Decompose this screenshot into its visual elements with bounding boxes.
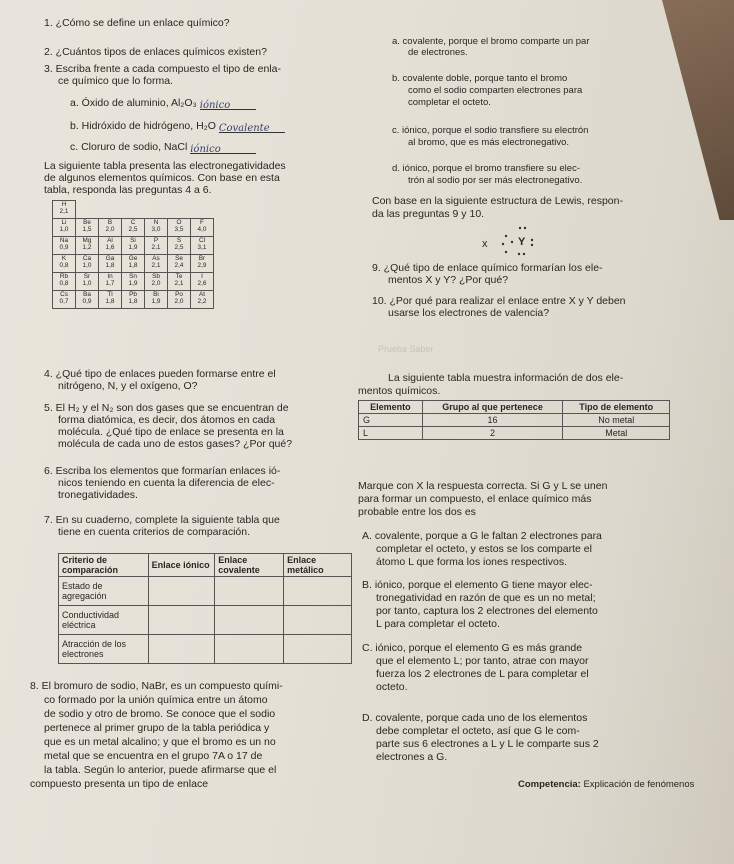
question-5-line1: 5. El H₂ y el N₂ son dos gases que se encuentran de: [44, 402, 289, 414]
element-symbol: Sb: [152, 273, 160, 280]
comparison-empty-cell[interactable]: [215, 606, 284, 635]
element-cell: [122, 273, 145, 291]
element-symbol: Bi: [153, 291, 159, 298]
element-value: 2,1: [151, 262, 161, 269]
question-6-line3: tronegatividades.: [58, 489, 138, 501]
element-value: 0,8: [59, 262, 69, 269]
periodic-row: [53, 273, 214, 291]
element-cell: [168, 237, 191, 255]
element-cell: [168, 201, 191, 219]
answer-B-line2: tronegatividad en razón de que es un no metal;: [376, 592, 596, 604]
comparison-empty-cell[interactable]: [215, 577, 284, 606]
question-8-line5: que es un metal alcalino; y que el bromo es un no: [44, 736, 276, 748]
element-cell: [122, 219, 145, 237]
element-info-header: Tipo de elemento: [563, 401, 670, 414]
element-value: 2,0: [105, 226, 115, 233]
question-1: 1. ¿Cómo se define un enlace químico?: [44, 17, 230, 29]
element-symbol: Cs: [60, 291, 68, 298]
element-symbol: S: [176, 237, 182, 244]
element-cell: [168, 219, 191, 237]
element-cell: [76, 291, 99, 309]
element-cell: [168, 273, 191, 291]
answer-B-line3: por tanto, captura los 2 electrones del elemento: [376, 605, 598, 617]
element-cell: [191, 291, 214, 309]
element-value: 1,9: [128, 280, 138, 287]
element-value: 1,8: [128, 262, 138, 269]
element-symbol: Se: [175, 255, 183, 262]
element-cell: [99, 255, 122, 273]
element-symbol: Ga: [105, 255, 115, 262]
element-cell: [99, 291, 122, 309]
element-value: 1,9: [151, 298, 161, 305]
q3a-answer: iónico: [199, 100, 231, 111]
element-value: 1,8: [128, 298, 138, 305]
answer-B-line4: L para completar el octeto.: [376, 618, 500, 630]
element-info-header: Grupo al que pertenece: [422, 401, 563, 414]
question-4-line2: nitrógeno, N, y el oxígeno, O?: [58, 380, 198, 392]
competencia: [518, 778, 694, 791]
element-cell: [145, 219, 168, 237]
question-2: 2. ¿Cuántos tipos de enlaces químicos existen?: [44, 46, 267, 58]
element-info-cell: Metal: [563, 427, 670, 440]
answer-C-line3: fuerza los 2 electrones de L para completar el: [376, 668, 589, 680]
element-symbol: Sr: [83, 273, 91, 280]
q3b-answer-line[interactable]: [219, 122, 285, 133]
comparison-table: [58, 553, 352, 664]
element-cell: [76, 237, 99, 255]
answer-D-line2: debe completar el octeto, así que G le com-: [376, 725, 580, 737]
element-info-row: [359, 414, 670, 427]
element-info-cell: L: [359, 427, 423, 440]
element-info-header: Elemento: [359, 401, 423, 414]
element-value: 3,5: [174, 226, 184, 233]
element-value: 1,0: [59, 226, 69, 233]
element-symbol: C: [130, 219, 136, 226]
comparison-header: Enlace covalente: [215, 554, 284, 577]
q3a-answer-line[interactable]: [200, 99, 256, 110]
q3a-label: a. Óxido de aluminio, Al₂O₃: [70, 97, 197, 109]
element-cell: [99, 201, 122, 219]
comparison-empty-cell[interactable]: [148, 635, 215, 664]
comparison-row: [59, 577, 352, 606]
answer-A-line1[interactable]: A. covalente, porque a G le faltan 2 electrones para: [362, 530, 602, 542]
element-value: 2,1: [174, 280, 184, 287]
lewis-x: x: [482, 238, 488, 250]
comparison-empty-cell[interactable]: [148, 577, 215, 606]
comparison-empty-cell[interactable]: [215, 635, 284, 664]
lewis-structure: [470, 222, 570, 256]
element-symbol: Te: [175, 273, 183, 280]
periodic-row: [53, 291, 214, 309]
element-info-header-row: [359, 401, 670, 414]
electronegativity-table: [52, 200, 214, 309]
element-symbol: As: [152, 255, 160, 262]
element-value: 2,2: [197, 298, 207, 305]
desk-background: [614, 0, 734, 220]
question-8-line4: pertenece al primer grupo de la tabla periódica y: [44, 722, 270, 734]
element-cell: [99, 237, 122, 255]
element-symbol: Br: [198, 255, 206, 262]
comparison-header-row: [59, 554, 352, 577]
question-8-line3: de sodio y otro de bromo. Se conoce que el sodio: [44, 708, 276, 720]
element-value: 0,9: [82, 298, 92, 305]
comparison-criterion: Atracción de los electrones: [59, 635, 149, 664]
element-value: 2,9: [197, 262, 207, 269]
element-value: 1,8: [105, 298, 115, 305]
competencia-label: Competencia:: [518, 779, 581, 790]
question-8-line6: metal que se encuentra en el grupo 7A o 17 de: [44, 750, 263, 762]
element-symbol: Ca: [82, 255, 92, 262]
lewis-intro-line1: Con base en la siguiente estructura de Lewis, respon-: [372, 195, 623, 207]
comparison-row: [59, 606, 352, 635]
answer-A-line3: átomo L que forma los iones respectivos.: [376, 556, 568, 568]
element-symbol: O: [176, 219, 182, 226]
element-cell: [145, 291, 168, 309]
element-info-row: [359, 427, 670, 440]
comparison-header: Enlace iónico: [148, 554, 215, 577]
mark-line1: Marque con X la respuesta correcta. Si G y L se unen: [358, 480, 608, 492]
element-symbol: Na: [59, 237, 69, 244]
element-value: 4,0: [197, 226, 207, 233]
element-value: 1,7: [105, 280, 115, 287]
question-9-line1: 9. ¿Qué tipo de enlace químico formarían los ele-: [372, 262, 603, 274]
question-6-line2: nicos teniendo en cuenta la diferencia de elec-: [58, 477, 275, 489]
option-a-line2: de electrones.: [408, 47, 468, 58]
element-cell: [99, 273, 122, 291]
element-value: 2,4: [174, 262, 184, 269]
element-cell: [99, 219, 122, 237]
table-intro-line2: mentos químicos.: [358, 385, 441, 397]
element-value: 0,9: [59, 244, 69, 251]
element-symbol: I: [201, 273, 203, 280]
element-symbol: Li: [61, 219, 67, 226]
option-c-line2: al bromo, que es más electronegativo.: [408, 137, 570, 148]
element-cell: [53, 201, 76, 219]
answer-D-line4: electrones a G.: [376, 751, 448, 763]
q3b: [70, 120, 285, 133]
q3c: [70, 141, 256, 154]
element-symbol: P: [153, 237, 159, 244]
comparison-row: [59, 635, 352, 664]
element-symbol: Po: [175, 291, 183, 298]
element-value: 1,8: [105, 262, 115, 269]
periodic-row: [53, 201, 214, 219]
faded-section-label: Prueba Saber: [378, 344, 434, 354]
periodic-row: [53, 219, 214, 237]
question-9-line2: mentos X y Y? ¿Por qué?: [388, 274, 509, 286]
lewis-intro-line2: da las preguntas 9 y 10.: [372, 208, 485, 220]
element-value: 3,0: [151, 226, 161, 233]
element-value: 1,5: [82, 226, 92, 233]
intro-line3: tabla, responda las preguntas 4 a 6.: [44, 184, 212, 196]
element-info-cell: No metal: [563, 414, 670, 427]
element-symbol: Rb: [59, 273, 69, 280]
element-value: 2,6: [197, 280, 207, 287]
element-value: 1,0: [82, 280, 92, 287]
element-symbol: In: [107, 273, 113, 280]
question-8-line1: 8. El bromuro de sodio, NaBr, es un compuesto quími-: [30, 680, 283, 692]
answer-B-line1[interactable]: B. iónico, porque el elemento G tiene mayor elec-: [362, 579, 593, 591]
element-symbol: F: [200, 219, 204, 226]
q3c-label: c. Cloruro de sodio, NaCl: [70, 141, 188, 153]
element-cell: [53, 273, 76, 291]
element-value: 1,9: [128, 244, 138, 251]
q3b-answer: Covalente: [218, 123, 270, 134]
comparison-empty-cell[interactable]: [284, 635, 352, 664]
question-3-line1: 3. Escriba frente a cada compuesto el tipo de enla-: [44, 63, 281, 75]
question-5-line4: molécula de cada uno de estos gases? ¿Por qué?: [58, 438, 293, 450]
element-symbol: Ba: [83, 291, 91, 298]
element-info-table: [358, 400, 670, 440]
element-info-cell: G: [359, 414, 423, 427]
element-value: 1,0: [82, 262, 92, 269]
option-b-line1[interactable]: b. covalente doble, porque tanto el bromo: [392, 73, 568, 84]
competencia-text: Explicación de fenómenos: [583, 779, 695, 790]
element-symbol: Si: [130, 237, 136, 244]
element-cell: [76, 219, 99, 237]
element-cell: [145, 255, 168, 273]
comparison-criterion: Estado de agregación: [59, 577, 149, 606]
answer-C-line4: octeto.: [376, 681, 408, 693]
q3c-answer: iónico: [190, 144, 221, 155]
mark-line2: para formar un compuesto, el enlace químico más: [358, 493, 592, 505]
element-value: 2,5: [128, 226, 138, 233]
option-d-line1[interactable]: d. iónico, porque el bromo transfiere su elec-: [392, 163, 580, 174]
element-value: 2,5: [174, 244, 184, 251]
element-value: 2,0: [174, 298, 184, 305]
element-value: 3,1: [197, 244, 207, 251]
element-symbol: K: [61, 255, 67, 262]
comparison-empty-cell[interactable]: [284, 577, 352, 606]
table-intro-line1: La siguiente tabla muestra información de dos ele-: [388, 372, 624, 384]
element-info-cell: 16: [422, 414, 563, 427]
element-cell: [76, 255, 99, 273]
answer-A-line2: completar el octeto, y estos se los comparte el: [376, 543, 592, 555]
question-7-line1: 7. En su cuaderno, complete la siguiente tabla que: [44, 514, 280, 526]
element-symbol: B: [107, 219, 113, 226]
element-cell: [145, 201, 168, 219]
element-symbol: At: [198, 291, 206, 298]
question-10-line1: 10. ¿Por qué para realizar el enlace entre X y Y deben: [372, 295, 626, 307]
element-value: 2,0: [151, 280, 161, 287]
element-cell: [191, 255, 214, 273]
element-cell: [145, 237, 168, 255]
answer-C-line1[interactable]: C. iónico, porque el elemento G es más grande: [362, 642, 583, 654]
lewis-dots: [470, 222, 570, 256]
question-8-line2: co formado por la unión química entre un átomo: [44, 694, 268, 706]
option-b-line2: como el sodio comparten electrones para: [408, 85, 583, 96]
comparison-empty-cell[interactable]: [148, 606, 215, 635]
question-5-line3: molécula. ¿Qué tipo de enlace se presenta en la: [58, 426, 284, 438]
element-symbol: Al: [107, 237, 113, 244]
element-value: 0,7: [59, 298, 69, 305]
element-symbol: Sn: [129, 273, 137, 280]
element-symbol: Tl: [107, 291, 113, 298]
element-cell: [191, 219, 214, 237]
periodic-row: [53, 255, 214, 273]
element-value: 2,1: [151, 244, 161, 251]
intro-line1: La siguiente tabla presenta las electronegatividades: [44, 160, 286, 172]
answer-D-line3: parte sus 6 electrones a L y L le comparte sus 2: [376, 738, 599, 750]
answer-C-line2: que el elemento L; por tanto, atrae con mayor: [376, 655, 589, 667]
option-c-line1[interactable]: c. iónico, porque el sodio transfiere su electrón: [392, 125, 589, 136]
element-cell: [145, 273, 168, 291]
element-value: 0,8: [59, 280, 69, 287]
question-5-line2: forma diatómica, es decir, dos átomos en cada: [58, 414, 276, 426]
option-a-line1[interactable]: a. covalente, porque el bromo comparte un par: [392, 36, 590, 47]
element-cell: [122, 291, 145, 309]
element-symbol: Ge: [128, 255, 138, 262]
element-cell: [76, 201, 99, 219]
element-value: 2,1: [59, 208, 69, 215]
element-cell: [122, 237, 145, 255]
question-7-line2: tiene en cuenta criterios de comparación.: [58, 526, 251, 538]
element-cell: [122, 201, 145, 219]
element-cell: [76, 273, 99, 291]
question-8-line8: compuesto presenta un tipo de enlace: [30, 778, 209, 790]
element-cell: [53, 219, 76, 237]
mark-line3: probable entre los dos es: [358, 506, 476, 518]
element-info-cell: 2: [422, 427, 563, 440]
question-6-line1: 6. Escriba los elementos que formarían enlaces ió-: [44, 465, 281, 477]
q3b-label: b. Hidróxido de hidrógeno, H₂O: [70, 120, 216, 132]
question-8-line7: la tabla. Según lo anterior, puede afirmarse que el: [44, 764, 277, 776]
q3c-answer-line[interactable]: [190, 143, 256, 154]
element-value: 1,2: [82, 244, 92, 251]
comparison-criterion: Conductividad eléctrica: [59, 606, 149, 635]
element-symbol: Pb: [129, 291, 137, 298]
option-d-line2: trón al sodio por ser más electronegativo.: [408, 175, 583, 186]
element-cell: [168, 255, 191, 273]
element-cell: [191, 237, 214, 255]
question-4-line1: 4. ¿Qué tipo de enlaces pueden formarse entre el: [44, 368, 276, 380]
q3a: [70, 97, 256, 110]
element-cell: [53, 237, 76, 255]
element-symbol: Cl: [198, 237, 206, 244]
question-3-line2: ce químico que lo forma.: [58, 75, 173, 87]
comparison-header: Criterio de comparación: [59, 554, 149, 577]
lewis-y: Y: [518, 236, 526, 248]
element-symbol: Mg: [82, 237, 92, 244]
element-symbol: H: [61, 201, 67, 208]
intro-line2: de algunos elementos químicos. Con base en esta: [44, 172, 280, 184]
element-cell: [122, 255, 145, 273]
question-10-line2: usarse los electrones de valencia?: [388, 307, 550, 319]
element-cell: [191, 273, 214, 291]
element-value: 1,6: [105, 244, 115, 251]
element-cell: [168, 291, 191, 309]
element-cell: [191, 201, 214, 219]
comparison-header: Enlace metálico: [284, 554, 352, 577]
comparison-empty-cell[interactable]: [284, 606, 352, 635]
element-symbol: Be: [83, 219, 91, 226]
answer-D-line1[interactable]: D. covalente, porque cada uno de los elementos: [362, 712, 588, 724]
element-cell: [53, 291, 76, 309]
element-cell: [53, 255, 76, 273]
element-symbol: N: [153, 219, 159, 226]
option-b-line3: completar el octeto.: [408, 97, 491, 108]
periodic-row: [53, 237, 214, 255]
